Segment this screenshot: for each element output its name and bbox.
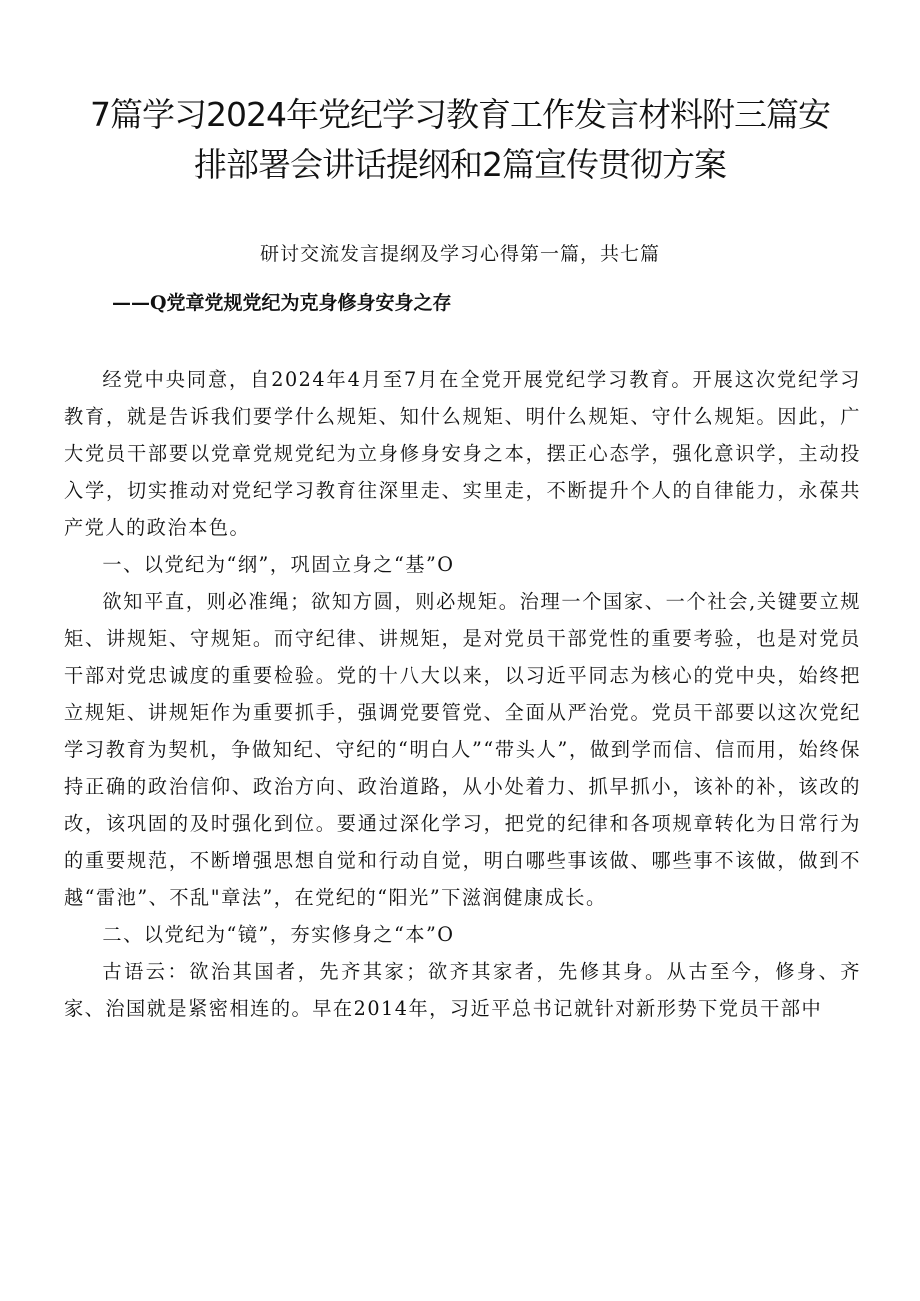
document-body xyxy=(64,361,861,1027)
document-subtitle: 研讨交流发言提纲及学习心得第一篇，共七篇 xyxy=(259,243,660,265)
section-heading-1: 一、以党纪为“纲”，巩固立身之“基”O xyxy=(102,553,455,576)
paragraph-section-1: 欲知平直，则必准绳；欲知方圆，则必规矩。治理一个国家、一个社会,关键要立规矩、讲规矩、守规矩。而守纪律、讲规矩，是对党员干部党性的重要考验，也是对党员干部对党忠诚度的重要检验。党的十八大以来，以习近平同志为核心的党中央，始终把立规矩、讲规矩作为重要抓手，强调党要管党、全面从严治党。党员干部要以这次党纪学习教育为契机，争做知纪、守纪的“明白人”“带头人”，做到学而信、信而用，始终保持正确的政治信仰、政治方向、政治道路，从小处着力、抓早抓小，该补的补，该改的改，该巩固的及时强化到位。要通过深化学习，把党的纪律和各项规章转化为日常行为的重要规范，不断增强思想自觉和行动自觉，明白哪些事该做、哪些事不该做，做到不越“雷池”、不乱"章法”，在党纪的“阳光”下滋润健康成长。 xyxy=(64,590,861,909)
section-heading-2: 二、以党纪为“镜”，夯实修身之“本”O xyxy=(102,923,455,946)
paragraph-section-2: 古语云：欲治其国者，先齐其家；欲齐其家者，先修其身。从古至今，修身、齐家、治国就是紧密相连的。早在2014年，习近平总书记就针对新形势下党员干部中 xyxy=(64,960,861,1020)
document-title xyxy=(60,90,860,190)
document-subheading: ——Q党章党规党纪为克身修身安身之存 xyxy=(112,292,452,314)
title-line-1: 7篇学习2024年党纪学习教育工作发言材料附三篇安 xyxy=(90,95,830,134)
title-line-2: 排部署会讲话提纲和2篇宣传贯彻方案 xyxy=(194,145,726,184)
paragraph-intro: 经党中央同意，自2024年4月至7月在全党开展党纪学习教育。开展这次党纪学习教育，就是告诉我们要学什么规矩、知什么规矩、明什么规矩、守什么规矩。因此，广大党员干部要以党章党规党纪为立身修身安身之本，摆正心态学，强化意识学，主动投入学，切实推动对党纪学习教育往深里走、实里走，不断提升个人的自律能力，永葆共产党人的政治本色。 xyxy=(64,368,861,539)
